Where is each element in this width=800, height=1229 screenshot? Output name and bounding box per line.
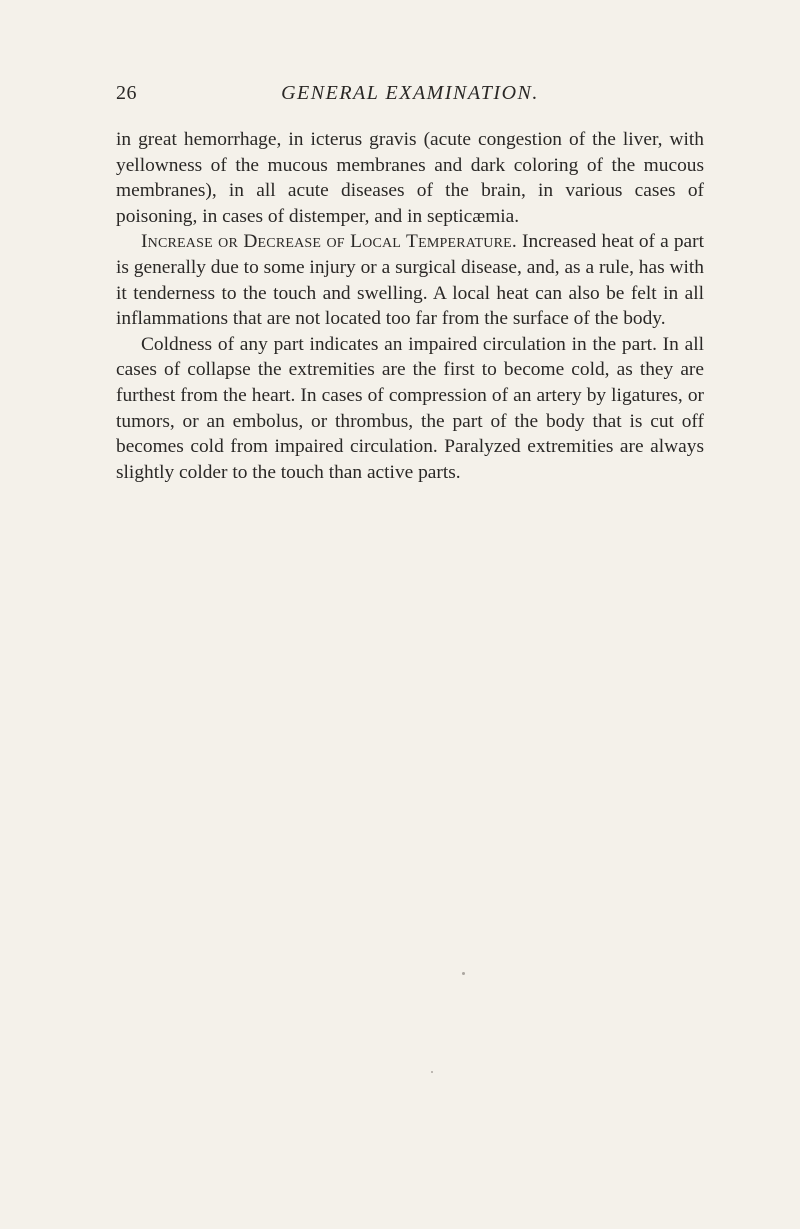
running-title: GENERAL EXAMINATION. [281,82,539,104]
paper-speck [462,972,465,975]
paragraph-coldness: Coldness of any part indicates an impaired circulation in the part. In all cases of collapse the extremities are the first to become cold, as they are furthest from the heart. In cases of compression of an artery by ligatures, or tumors, or an embolus, or thrombus, the part of the body that is cut off becomes cold from impaired circulation. Paralyzed extremities are always slightly colder to the touch than active parts. [116,333,704,483]
paragraph-continuation: in great hemorrhage, in icterus gravis (acute congestion of the liver, with yellowness of the mucous membranes and dark coloring of the mucous membranes), in all acute diseases of the brain, in various cases of poisoning, in cases of distemper, and in septicæmia. [116,129,704,227]
paper-speck [431,1071,433,1073]
paragraph-local-temperature [116,229,704,331]
page-number: 26 [116,82,137,104]
running-head [116,76,704,110]
paragraph-text: Increased heat of a part is generally due to some injury or a surgical disease, and, as a rule, has with it tenderness to the touch and swelling. A local heat can also be felt in all inflammations that are not located too far from the surface of the body. [116,231,705,330]
section-heading: Increase or Decrease of Local Temperature. [141,231,517,253]
body-text [116,127,704,485]
